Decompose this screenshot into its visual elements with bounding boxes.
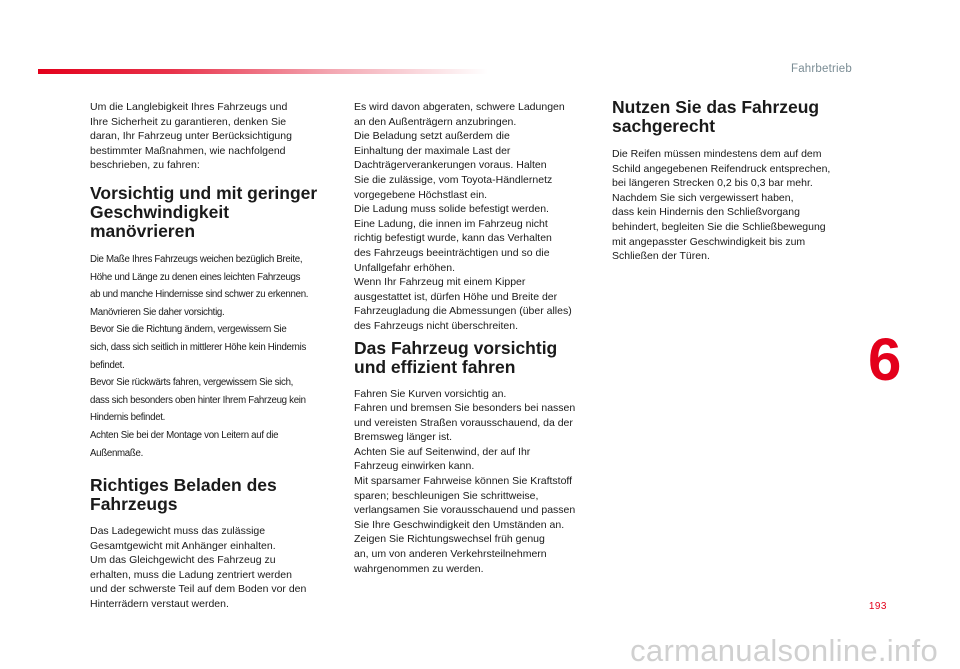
column-middle xyxy=(354,100,594,576)
column-left xyxy=(90,100,330,612)
header-accent-bar xyxy=(38,69,488,74)
heading-maneuver: Vorsichtig und mit geringer Geschwindigkeit manövrieren xyxy=(90,182,318,241)
heading-usage: Nutzen Sie das Fahrzeug sachgerecht xyxy=(612,97,820,136)
loading-paragraph: Das Ladegewicht muss das zulässige Gesamtgewicht mit Anhänger einhalten. Um das Gleichgewicht des Fahrzeug zu erhalten, muss die Ladung zentriert werden und der schwerste Teil auf dem Boden vor den Hinterrädern verstaut werden. xyxy=(90,525,307,611)
chapter-number: 6 xyxy=(868,326,902,393)
watermark: carmanualsonline.info xyxy=(630,633,938,668)
maneuver-paragraph: Die Maße Ihres Fahrzeugs weichen bezüglich Breite, Höhe und Länge zu denen eines leichten Fahrzeugs ab und manche Hindernisse sind schwer zu erkennen. Manövrieren Sie daher vorsichtig. Bevor Sie die Richtung ändern, vergewissern Sie sich, dass sich seitlich in mittlerer Höhe kein Hindernis befindet. Bevor Sie rückwärts fahren, vergewissern Sie sich, dass sich besonders oben hinter Ihrem Fahrzeug kein Hindernis befindet. Achten Sie bei der Montage von Leitern auf die Außenmaße. xyxy=(90,253,309,459)
usage-paragraph: Die Reifen müssen mindestens dem auf dem Schild angegebenen Reifendruck entsprechen, bei längeren Strecken 0,2 bis 0,3 bar mehr. Nachdem Sie sich vergewissert haben, dass kein Hindernis den Schließvorgang behindert, begleiten Sie die Schließbewegung mit angepasster Geschwindigkeit bis zum Schließen der Türen. xyxy=(612,148,831,263)
driving-paragraph: Fahren Sie Kurven vorsichtig an. Fahren und bremsen Sie besonders bei nassen und vereisten Straßen vorausschauend, da der Bremsweg länger ist. Achten Sie auf Seitenwind, der auf Ihr Fahrzeug einwirken kann. Mit sparsamer Fahrweise können Sie Kraftstoff sparen; beschleunigen Sie schrittweise, verlangsamen Sie vorausschauend und passen Sie Ihre Geschwindigkeit den Umständen an. Zeigen Sie Richtungswechsel früh genug an, um von anderen Verkehrsteilnehmern wahrgenommen zu werden. xyxy=(354,387,576,575)
heading-loading: Richtiges Beladen des Fahrzeugs xyxy=(90,475,277,515)
section-title: Fahrbetrieb xyxy=(790,63,852,75)
loading-continued-paragraph: Es wird davon abgeraten, schwere Ladungen an den Außenträgern anzubringen. Die Beladung setzt außerdem die Einhaltung der maximale Last der Dachträgerverankerungen voraus. Halten Sie die zulässige, vom Toyota-Händlernetz vorgegebene Höchstlast ein. Die Ladung muss solide befestigt werden. Eine Ladung, die innen im Fahrzeug nicht richtig befestigt wurde, kann das Verhalten des Fahrzeugs beeinträchtigen und so die Unfallgefahr erhöhen. Wenn Ihr Fahrzeug mit einem Kipper ausgestattet ist, dürfen Höhe und Breite der Fahrzeugladung die Abmessungen (über alles) des Fahrzeugs nicht überschreiten. xyxy=(354,101,572,332)
column-right xyxy=(612,98,857,264)
intro-paragraph: Um die Langlebigkeit Ihres Fahrzeugs und Ihre Sicherheit zu garantieren, denken Sie daran, Ihr Fahrzeug unter Berücksichtigung bestimmter Maßnahmen, wie nachfolgend beschrieben, zu fahren: xyxy=(90,101,292,172)
heading-driving: Das Fahrzeug vorsichtig und effizient fahren xyxy=(354,337,558,377)
page-number: 193 xyxy=(868,601,887,612)
